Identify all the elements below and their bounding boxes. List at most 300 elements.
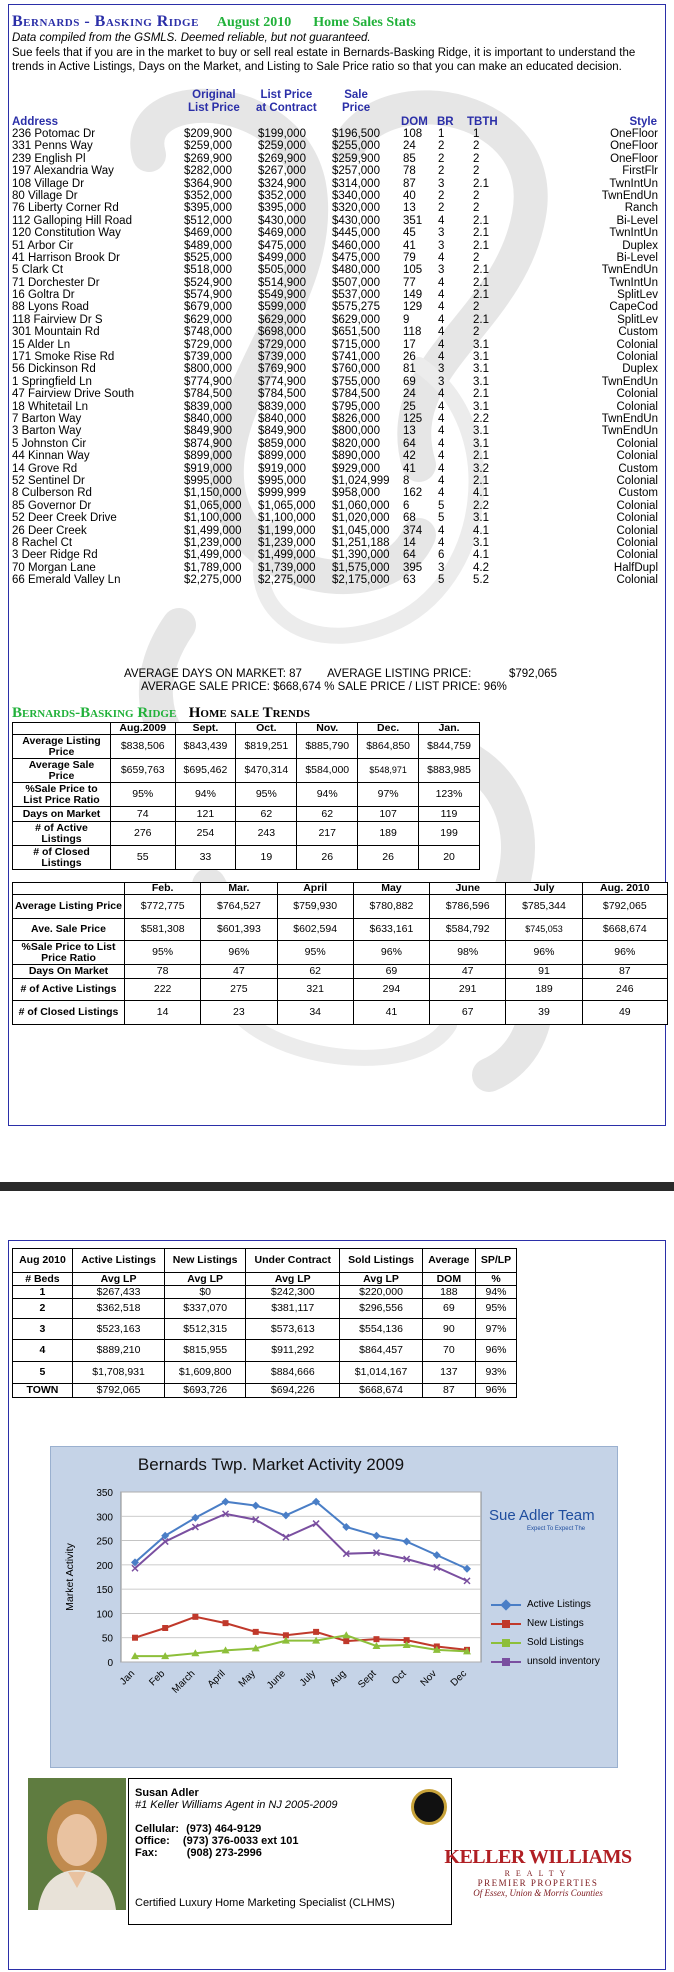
listing-baths: 2.1: [473, 264, 489, 277]
trends-title: Home sale Trends: [188, 705, 310, 721]
trend-value: 69: [353, 965, 429, 979]
trend-row-label: Average Sale Price: [13, 759, 111, 783]
trend-value: 95%: [125, 941, 201, 965]
listing-baths: 2: [473, 189, 480, 202]
listing-row: [12, 202, 658, 214]
listing-baths: 3.1: [473, 375, 489, 388]
trend-value: $838,506: [111, 735, 176, 759]
listing-original-price: $995,000: [184, 474, 232, 487]
beds-breakdown-table: [12, 1248, 517, 1398]
listing-list-price: $769,900: [258, 363, 306, 376]
legend-marker-icon: [502, 1620, 510, 1628]
trend-value: $602,594: [277, 919, 353, 941]
beds-cell: 5: [13, 1362, 73, 1384]
beds-cell: 96%: [476, 1340, 517, 1362]
beds-subheader: Avg LP: [72, 1273, 164, 1286]
agent-contact-card: [128, 1778, 452, 1925]
listing-sale-price: $1,390,000: [332, 549, 390, 562]
listing-style: Colonial: [616, 574, 658, 587]
trend-month: Aug.2009: [111, 723, 176, 735]
listing-address: 3 Barton Way: [12, 425, 82, 438]
trend-value: 74: [111, 807, 176, 822]
page-separator: [0, 1182, 674, 1191]
listing-address: 26 Deer Creek: [12, 524, 87, 537]
listing-address: 41 Harrison Brook Dr: [12, 251, 121, 264]
listing-original-price: $525,000: [184, 251, 232, 264]
listing-style: Colonial: [616, 338, 658, 351]
listing-row: [12, 438, 658, 450]
listing-bedrooms: 1: [438, 128, 445, 140]
listing-list-price: $995,000: [258, 474, 306, 487]
listing-baths: 3.1: [473, 437, 489, 450]
listing-style: Colonial: [616, 400, 658, 413]
listing-sale-price: $1,020,000: [332, 512, 390, 525]
listing-style: Ranch: [624, 202, 658, 215]
listing-address: 76 Liberty Corner Rd: [12, 202, 119, 215]
agent-name: Susan Adler: [135, 1787, 199, 1799]
listing-bedrooms: 4: [438, 214, 445, 227]
listing-style: Bi-Level: [616, 214, 658, 227]
listing-bedrooms: 4: [438, 251, 445, 264]
listing-original-price: $839,000: [184, 400, 232, 413]
listing-bedrooms: 4: [438, 524, 445, 537]
average-listing-value: $792,065: [509, 668, 557, 680]
col-header-address: Address: [12, 116, 59, 128]
listing-dom: 25: [403, 400, 416, 413]
x-tick-label: Oct: [389, 1668, 409, 1688]
trend-value: 78: [125, 965, 201, 979]
trend-value: $764,527: [201, 895, 277, 919]
trend-row: [13, 735, 480, 759]
beds-cell: $381,117: [246, 1299, 340, 1319]
x-tick-label: Jan: [117, 1668, 138, 1688]
beds-cell: 87: [422, 1384, 475, 1398]
y-tick-label: 200: [96, 1560, 113, 1572]
data-point: [223, 1620, 229, 1626]
listing-row: [12, 425, 658, 437]
listing-sale-price: $460,000: [332, 239, 380, 252]
beds-header: Average: [422, 1249, 475, 1273]
listing-address: 118 Fairview Dr S: [12, 313, 103, 326]
x-tick-label: June: [264, 1668, 289, 1692]
trend-row-label: %Sale Price to List Price Ratio: [13, 783, 111, 807]
trend-value: 254: [175, 822, 236, 846]
listing-dom: 85: [403, 152, 416, 165]
trend-value: $633,161: [353, 919, 429, 941]
listing-style: Bi-Level: [616, 251, 658, 264]
listing-address: 108 Village Dr: [12, 177, 85, 190]
listing-row: [12, 190, 658, 202]
listing-style: TwnIntUn: [609, 177, 658, 190]
listing-row: [12, 128, 658, 140]
trend-value: 189: [506, 979, 582, 1001]
listing-baths: 3.1: [473, 512, 489, 525]
listing-bedrooms: 6: [438, 549, 445, 562]
listing-original-price: $364,900: [184, 177, 232, 190]
listing-style: Custom: [618, 326, 658, 339]
beds-cell: 96%: [476, 1384, 517, 1398]
beds-cell: $296,556: [340, 1299, 422, 1319]
listing-original-price: $1,150,000: [184, 487, 242, 500]
listing-bedrooms: 3: [438, 227, 445, 240]
listing-sale-price: $651,500: [332, 326, 380, 339]
listing-row: [12, 289, 658, 301]
trend-row-label: # of Closed Listings: [13, 846, 111, 870]
listing-list-price: $839,000: [258, 400, 306, 413]
listing-list-price: $505,000: [258, 264, 306, 277]
listing-list-price: $599,000: [258, 301, 306, 314]
y-tick-label: 300: [96, 1512, 113, 1524]
listing-baths: 2.1: [473, 227, 489, 240]
sold-listings-list: [12, 128, 658, 586]
listing-address: 70 Morgan Lane: [12, 561, 96, 574]
trend-value: $584,792: [430, 919, 506, 941]
trend-value: $745,053: [506, 919, 582, 941]
y-tick-label: 50: [101, 1633, 113, 1645]
listing-bedrooms: 4: [438, 351, 445, 364]
legend-label: Sold Listings: [527, 1637, 584, 1648]
listing-baths: 4.1: [473, 524, 489, 537]
listing-list-price: $469,000: [258, 227, 306, 240]
listing-sale-price: $826,000: [332, 412, 380, 425]
listing-row: [12, 351, 658, 363]
listing-style: TwnEndUn: [601, 264, 658, 277]
trend-month: Jan.: [419, 723, 480, 735]
listing-original-price: $774,900: [184, 375, 232, 388]
listing-sale-price: $255,000: [332, 140, 380, 153]
beds-cell: $337,070: [165, 1299, 246, 1319]
trend-row: [13, 965, 668, 979]
col-header-br: BR: [437, 116, 454, 128]
listing-original-price: $1,065,000: [184, 499, 242, 512]
x-tick-label: May: [236, 1668, 258, 1690]
beds-cell: 95%: [476, 1299, 517, 1319]
listing-original-price: $1,100,000: [184, 512, 242, 525]
trend-row: [13, 919, 668, 941]
listing-bedrooms: 4: [438, 425, 445, 438]
x-tick-label: Feb: [147, 1668, 168, 1689]
listing-baths: 2.2: [473, 499, 489, 512]
listing-sale-price: $890,000: [332, 450, 380, 463]
listing-original-price: $2,275,000: [184, 574, 242, 587]
legend-item: [491, 1652, 600, 1671]
trend-value: 121: [175, 807, 236, 822]
listing-baths: 2: [473, 140, 480, 153]
listing-address: 5 Clark Ct: [12, 264, 64, 277]
trend-row: [13, 1001, 668, 1025]
trend-value: $668,674: [582, 919, 667, 941]
trend-value: 98%: [430, 941, 506, 965]
listing-baths: 2: [473, 202, 480, 215]
plot-area: [121, 1492, 481, 1662]
trend-month: July: [506, 883, 582, 895]
listing-sale-price: $537,000: [332, 289, 380, 302]
listing-style: Custom: [618, 487, 658, 500]
listing-address: 112 Galloping Hill Road: [12, 214, 132, 227]
trend-value: 94%: [297, 783, 358, 807]
listing-bedrooms: 4: [438, 487, 445, 500]
listing-row: [12, 562, 658, 574]
beds-cell: $889,210: [72, 1340, 164, 1362]
beds-cell: 3: [13, 1319, 73, 1340]
listing-list-price: $430,000: [258, 214, 306, 227]
x-tick-label: Dec: [448, 1668, 470, 1689]
listing-dom: 69: [403, 375, 416, 388]
listing-dom: 64: [403, 437, 416, 450]
listing-row: [12, 363, 658, 375]
listing-style: Colonial: [616, 450, 658, 463]
beds-cell: $1,609,800: [165, 1362, 246, 1384]
trend-value: $883,985: [419, 759, 480, 783]
listing-original-price: $574,900: [184, 289, 232, 302]
trend-value: 47: [430, 965, 506, 979]
trend-row-label: Ave. Sale Price: [13, 919, 125, 941]
beds-header: Active Listings: [72, 1249, 164, 1273]
listing-list-price: $514,900: [258, 276, 306, 289]
beds-cell: $815,955: [165, 1340, 246, 1362]
listing-original-price: $209,900: [184, 128, 232, 140]
beds-cell: 93%: [476, 1362, 517, 1384]
listing-list-price: $774,900: [258, 375, 306, 388]
listing-list-price: $267,000: [258, 165, 306, 178]
listing-bedrooms: 4: [438, 313, 445, 326]
listing-row: [12, 487, 658, 499]
listing-address: 18 Whitetail Ln: [12, 400, 89, 413]
legend-marker-icon: [500, 1599, 511, 1610]
listing-bedrooms: 4: [438, 412, 445, 425]
listing-original-price: $469,000: [184, 227, 232, 240]
listing-sale-price: $795,000: [332, 400, 380, 413]
listing-bedrooms: 2: [438, 189, 445, 202]
col-header-original: Original List Price: [188, 89, 240, 114]
legend-item: [491, 1633, 600, 1652]
listing-bedrooms: 3: [438, 375, 445, 388]
trend-value: 87: [582, 965, 667, 979]
listing-address: 239 English Pl: [12, 152, 86, 165]
listing-dom: 79: [403, 251, 416, 264]
legend-label: unsold inventory: [527, 1656, 600, 1667]
listing-bedrooms: 4: [438, 338, 445, 351]
listing-list-price: $919,000: [258, 462, 306, 475]
team-brand: Sue Adler Team: [489, 1507, 595, 1524]
listing-address: 16 Goltra Dr: [12, 289, 75, 302]
report-title: Bernards - Basking Ridge: [12, 13, 199, 30]
listing-address: 51 Arbor Cir: [12, 239, 74, 252]
beds-cell: 188: [422, 1286, 475, 1299]
listing-list-price: $698,000: [258, 326, 306, 339]
average-summary-line-2: AVERAGE SALE PRICE: $668,674 % SALE PRICE / LIST PRICE: 96%: [141, 681, 507, 693]
beds-cell: $911,292: [246, 1340, 340, 1362]
listing-address: 197 Alexandria Way: [12, 165, 114, 178]
listing-bedrooms: 4: [438, 474, 445, 487]
listing-dom: 374: [403, 524, 423, 537]
listing-address: 15 Alder Ln: [12, 338, 71, 351]
trend-row: [13, 807, 480, 822]
listing-style: Colonial: [616, 351, 658, 364]
listing-address: 66 Emerald Valley Ln: [12, 574, 121, 587]
listing-original-price: $679,000: [184, 301, 232, 314]
listing-address: 3 Deer Ridge Rd: [12, 549, 98, 562]
listing-address: 14 Grove Rd: [12, 462, 78, 475]
listing-dom: 105: [403, 264, 423, 277]
listing-style: OneFloor: [610, 152, 658, 165]
listing-style: Duplex: [622, 239, 658, 252]
agent-cellular: Cellular: (973) 464-9129: [135, 1823, 262, 1835]
trend-value: 95%: [236, 783, 297, 807]
listing-row: [12, 140, 658, 152]
listing-style: Colonial: [616, 549, 658, 562]
listing-baths: 2.1: [473, 313, 489, 326]
beds-subheader: DOM: [422, 1273, 475, 1286]
y-tick-label: 100: [96, 1609, 113, 1621]
trend-header-row: [13, 883, 668, 895]
listing-sale-price: $430,000: [332, 214, 380, 227]
trend-row: [13, 783, 480, 807]
listing-list-price: $1,065,000: [258, 499, 316, 512]
beds-cell: $362,518: [72, 1299, 164, 1319]
listing-list-price: $549,900: [258, 289, 306, 302]
agent-certification: Certified Luxury Home Marketing Specialist (CLHMS): [135, 1897, 395, 1909]
trend-value: $885,790: [297, 735, 358, 759]
listing-baths: 2.1: [473, 177, 489, 190]
trend-row-label: Average Listing Price: [13, 735, 111, 759]
trend-month: Aug. 2010: [582, 883, 667, 895]
listing-original-price: $512,000: [184, 214, 232, 227]
listing-dom: 24: [403, 140, 416, 153]
listing-bedrooms: 3: [438, 239, 445, 252]
beds-cell: $694,226: [246, 1384, 340, 1398]
listing-baths: 2: [473, 165, 480, 178]
trend-value: 91: [506, 965, 582, 979]
listing-dom: 45: [403, 227, 416, 240]
listing-address: 80 Village Dr: [12, 189, 78, 202]
listing-list-price: $859,000: [258, 437, 306, 450]
listing-baths: 4.1: [473, 487, 489, 500]
listing-list-price: $1,739,000: [258, 561, 316, 574]
listing-baths: 2: [473, 152, 480, 165]
listing-original-price: $259,000: [184, 140, 232, 153]
trend-value: 95%: [111, 783, 176, 807]
listing-sale-price: $760,000: [332, 363, 380, 376]
legend-item: [491, 1595, 600, 1614]
beds-cell: $792,065: [72, 1384, 164, 1398]
trend-value: 96%: [353, 941, 429, 965]
listing-row: [12, 537, 658, 549]
data-point: [343, 1638, 349, 1644]
listing-address: 120 Constitution Way: [12, 227, 121, 240]
listing-dom: 81: [403, 363, 416, 376]
chart-plot: [51, 1447, 491, 1769]
col-header-style: Style: [629, 116, 657, 128]
listing-bedrooms: 5: [438, 574, 445, 587]
listing-address: 47 Fairview Drive South: [12, 388, 135, 401]
listing-sale-price: $196,500: [332, 128, 380, 140]
listing-dom: 395: [403, 561, 423, 574]
trend-value: $581,308: [125, 919, 201, 941]
listing-sale-price: $755,000: [332, 375, 380, 388]
legend-item: [491, 1614, 600, 1633]
trend-corner-cell: [13, 883, 125, 895]
listing-style: TwnEndUn: [601, 425, 658, 438]
listing-bedrooms: 4: [438, 326, 445, 339]
listing-list-price: $1,239,000: [258, 536, 316, 549]
beds-header: Under Contract: [246, 1249, 340, 1273]
average-summary-line-1: [124, 668, 557, 680]
trend-row-label: # of Closed Listings: [13, 1001, 125, 1025]
beds-subheader-row: [13, 1273, 517, 1286]
listing-row: [12, 512, 658, 524]
beds-row: [13, 1319, 517, 1340]
listing-original-price: $282,000: [184, 165, 232, 178]
trend-month: June: [430, 883, 506, 895]
listing-list-price: $739,000: [258, 351, 306, 364]
trend-value: 276: [111, 822, 176, 846]
trend-value: $864,850: [358, 735, 419, 759]
trend-row: [13, 941, 668, 965]
listing-sale-price: $1,060,000: [332, 499, 390, 512]
listing-original-price: $840,000: [184, 412, 232, 425]
beds-cell: $884,666: [246, 1362, 340, 1384]
listing-list-price: $629,000: [258, 313, 306, 326]
listing-dom: 26: [403, 351, 416, 364]
trend-value: $819,251: [236, 735, 297, 759]
trend-value: $659,763: [111, 759, 176, 783]
beds-row: [13, 1299, 517, 1319]
trends-header: [12, 704, 310, 722]
listing-style: TwnEndUn: [601, 375, 658, 388]
trend-value: 47: [201, 965, 277, 979]
beds-cell: $573,613: [246, 1319, 340, 1340]
col-header-sale-price: Sale Price: [342, 89, 371, 114]
data-disclaimer: Data compiled from the GSMLS. Deemed reliable, but not guaranteed.: [12, 32, 371, 44]
listing-dom: 6: [403, 499, 410, 512]
listing-dom: 13: [403, 202, 416, 215]
listing-row: [12, 339, 658, 351]
trend-value: 97%: [358, 783, 419, 807]
listing-dom: 24: [403, 388, 416, 401]
trend-row-label: Days On Market: [13, 965, 125, 979]
listing-row: [12, 376, 658, 388]
report-subtitle: Home Sales Stats: [313, 15, 416, 30]
trend-value: $548,971: [358, 759, 419, 783]
beds-cell: 4: [13, 1340, 73, 1362]
trend-header-row: [13, 723, 480, 735]
listing-baths: 2.1: [473, 450, 489, 463]
trend-value: 96%: [582, 941, 667, 965]
trends-table-2009: [12, 722, 480, 870]
listing-dom: 41: [403, 239, 416, 252]
listing-original-price: $919,000: [184, 462, 232, 475]
listing-baths: 2.1: [473, 214, 489, 227]
listing-sale-price: $958,000: [332, 487, 380, 500]
trend-value: 55: [111, 846, 176, 870]
data-point: [253, 1629, 259, 1635]
beds-cell: $1,708,931: [72, 1362, 164, 1384]
listing-original-price: $739,000: [184, 351, 232, 364]
listing-baths: 2.1: [473, 474, 489, 487]
listing-bedrooms: 4: [438, 301, 445, 314]
listing-original-price: $395,000: [184, 202, 232, 215]
award-seal-icon: [411, 1789, 447, 1825]
listing-list-price: $999,999: [258, 487, 306, 500]
trends-town: Bernards-Basking Ridge: [12, 705, 177, 721]
listing-sale-price: $2,175,000: [332, 574, 390, 587]
trend-value: 62: [236, 807, 297, 822]
beds-row: [13, 1384, 517, 1398]
beds-cell: $0: [165, 1286, 246, 1299]
listing-dom: 17: [403, 338, 416, 351]
listing-style: Colonial: [616, 536, 658, 549]
